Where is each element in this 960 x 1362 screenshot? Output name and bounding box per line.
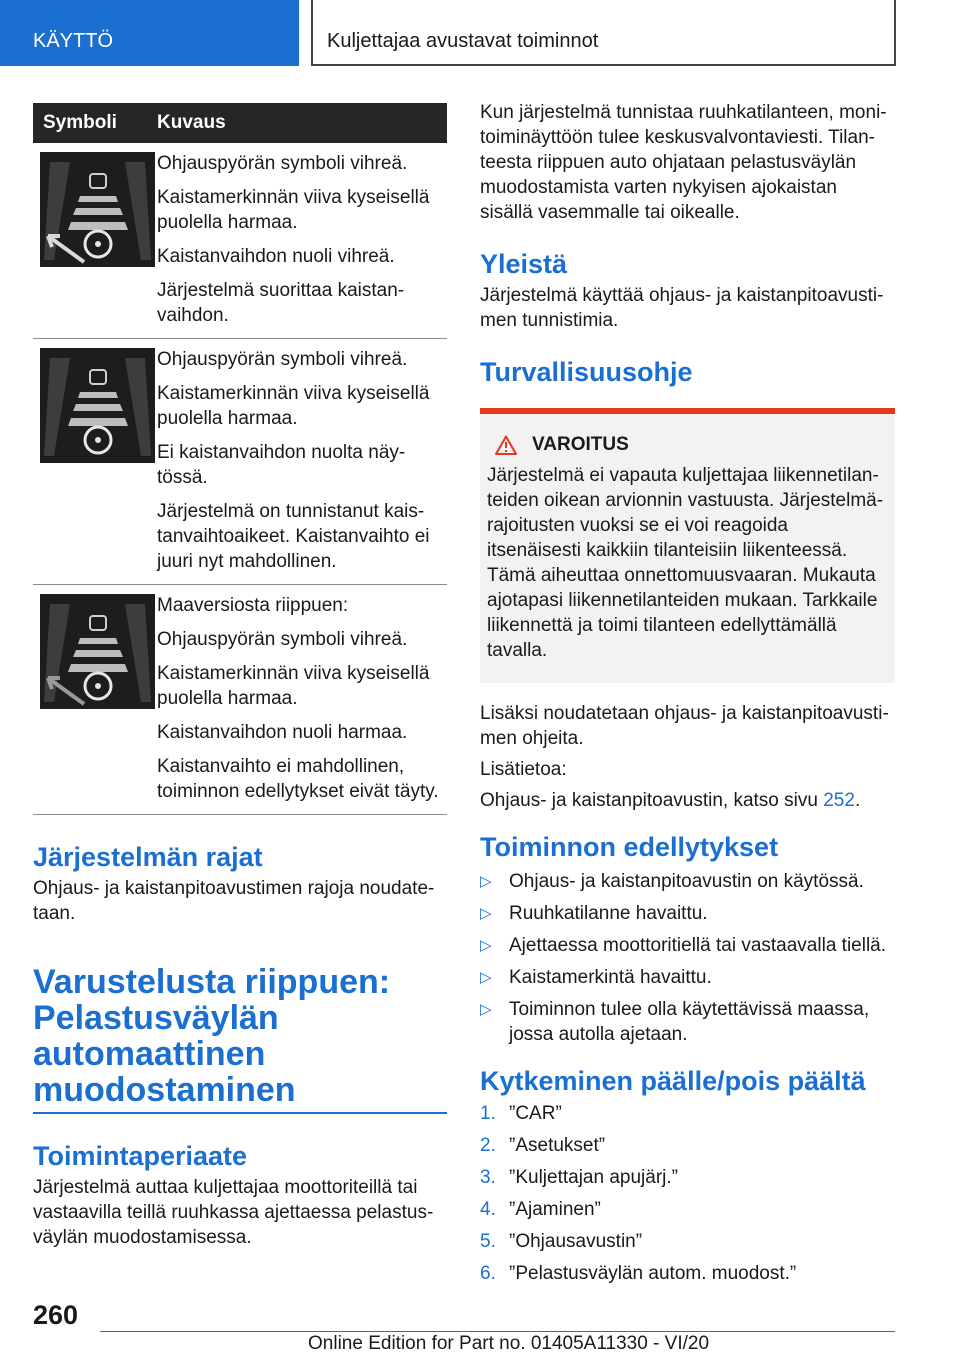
- list-item: ▷ Toiminnon tulee olla käytettävissä maassa, jossa autolla ajetaan.: [480, 999, 870, 1045]
- list-item: ▷ Ajettaessa moottoritiellä tai vastaavalla tiellä.: [480, 935, 887, 956]
- list-item: ▷ Kaistamerkintä havaittu.: [480, 967, 712, 988]
- bullet-triangle-icon: ▷: [480, 1001, 492, 1018]
- page-header: [0, 0, 960, 66]
- principle-heading: Toimintaperiaate: [33, 1141, 248, 1171]
- limits-text: Ohjaus- ja kaistanpitoavustimen rajoja noudatetaan.: [33, 878, 435, 924]
- table-cell-text: Ei kaistanvaihdon nuolta näytössä.: [157, 442, 406, 488]
- right-column: [480, 100, 895, 1293]
- section-tab: KÄYTTÖ: [0, 0, 299, 66]
- chapter-title-bar: Kuljettajaa avustavat toiminnot: [311, 0, 896, 66]
- table-cell-text: Kaistanvaihdon nuoli harmaa.: [157, 722, 408, 743]
- list-item: 2. ”Asetukset”: [480, 1135, 606, 1156]
- lane-change-left-green-icon: [40, 152, 155, 267]
- table-cell-text: Kaistanvaihto ei mahdollinen, toiminnon edellytykset eivät täyty.: [157, 756, 439, 802]
- list-item: 5. ”Ohjausavustin”: [480, 1231, 643, 1252]
- more-info-label: Lisätietoa:: [480, 759, 567, 780]
- table-row: [33, 585, 447, 815]
- table-cell-text: Ohjauspyörän symboli vihreä.: [157, 629, 408, 650]
- limits-heading: Järjestelmän rajat: [33, 842, 263, 872]
- table-cell-text: Kaistamerkinnän viiva kyseisellä puolella harmaa.: [157, 383, 430, 429]
- table-cell-text: Kaistamerkinnän viiva kyseisellä puolella harmaa.: [157, 187, 430, 233]
- reference-line: [480, 788, 895, 813]
- table-cell-text: Järjestelmä on tunnistanut kaistanvaihtoaikeet. Kaistanvaihto ei juuri nyt mahdollinen.: [157, 501, 430, 572]
- list-item: 3. ”Kuljettajan apujärj.”: [480, 1167, 678, 1188]
- switching-steps: [480, 1101, 895, 1286]
- intro-text: Kun järjestelmä tunnistaa ruuhkatilanteen, monitoiminäyttöön tulee keskusvalvontaviesti. Tilanteesta riippuen auto ohjataan pelastusväylän muodostamista varten nykyisen ajokaistan sisällä vasemmalle tai oikealle.: [480, 102, 887, 223]
- general-text: Järjestelmä käyttää ohjaus- ja kaistanpitoavustimen tunnistimia.: [480, 285, 884, 331]
- chapter-heading: Varustelusta riippuen: Pelastusväylän automaattinen muodostaminen: [33, 964, 447, 1114]
- table-cell-text: Ohjauspyörän symboli vihreä.: [157, 153, 408, 174]
- principle-text: Järjestelmä auttaa kuljettajaa moottoriteillä tai vastaavilla teillä ruuhkassa ajettaessa pelastusväylän muodostamisessa.: [33, 1177, 434, 1248]
- safety-heading: Turvallisuusohje: [480, 357, 693, 387]
- page-reference-link[interactable]: 252: [823, 790, 855, 811]
- table-row: [33, 339, 447, 585]
- additional-text: Lisäksi noudatetaan ohjaus- ja kaistanpitoavustimen ohjeita.: [480, 703, 889, 749]
- requirements-list: [480, 869, 895, 1047]
- left-column: [33, 103, 447, 1250]
- list-item: 4. ”Ajaminen”: [480, 1199, 601, 1220]
- edition-note: Online Edition for Part no. 01405A11330 - VI/20: [308, 1333, 710, 1354]
- column-header-symbol: Symboli: [33, 103, 155, 143]
- lane-change-left-grey-icon: [40, 594, 155, 709]
- warning-box: [480, 408, 895, 683]
- table-cell-text: Kaistamerkinnän viiva kyseisellä puolella harmaa.: [157, 663, 430, 709]
- table-cell-text: Kaistanvaihdon nuoli vihreä.: [157, 246, 395, 267]
- page-number: 260: [33, 1300, 79, 1330]
- bullet-triangle-icon: ▷: [480, 969, 492, 986]
- general-heading: Yleistä: [480, 249, 568, 279]
- list-item: 1. ”CAR”: [480, 1103, 562, 1124]
- list-item: ▷ Ohjaus- ja kaistanpitoavustin on käytössä.: [480, 871, 864, 892]
- table-cell-text: Järjestelmä suorittaa kaistanvaihdon.: [157, 280, 405, 326]
- bullet-triangle-icon: ▷: [480, 905, 492, 922]
- requirements-heading: Toiminnon edellytykset: [480, 832, 779, 862]
- symbol-table: [33, 103, 447, 815]
- list-item: 6. ”Pelastusväylän autom. muodost.”: [480, 1263, 797, 1284]
- table-cell-text: Ohjauspyörän symboli vihreä.: [157, 349, 408, 370]
- table-cell-text: Maaversiosta riippuen:: [157, 595, 349, 616]
- bullet-triangle-icon: ▷: [480, 937, 492, 954]
- warning-title: VAROITUS: [532, 434, 629, 455]
- bullet-triangle-icon: ▷: [480, 873, 492, 890]
- reference-text: Ohjaus- ja kaistanpitoavustin, katso sivu: [480, 790, 824, 811]
- column-header-description: Kuvaus: [155, 103, 447, 143]
- lane-keeping-no-arrow-icon: [40, 348, 155, 463]
- table-row: [33, 143, 447, 339]
- warning-triangle-icon: [495, 435, 517, 455]
- footer-divider: [100, 1331, 895, 1332]
- list-item: ▷ Ruuhkatilanne havaittu.: [480, 903, 708, 924]
- warning-text: Järjestelmä ei vapauta kuljettajaa liikennetilanteiden oikean arvionnin vastuusta. Järjestelmärajoitusten vuoksi se ei voi reagoida itsenäisesti kaikkiin tilanteisiin liikenteessä. Tämä aiheuttaa onnettomuusvaaran. Mukauta ajotapasi liikennetilanteiden mukaan. Tarkkaile liikennettä ja toimi tilanteen edellyttämällä tavalla.: [487, 465, 884, 661]
- switching-heading: Kytkeminen päälle/pois päältä: [480, 1066, 866, 1096]
- reference-end: .: [854, 790, 861, 811]
